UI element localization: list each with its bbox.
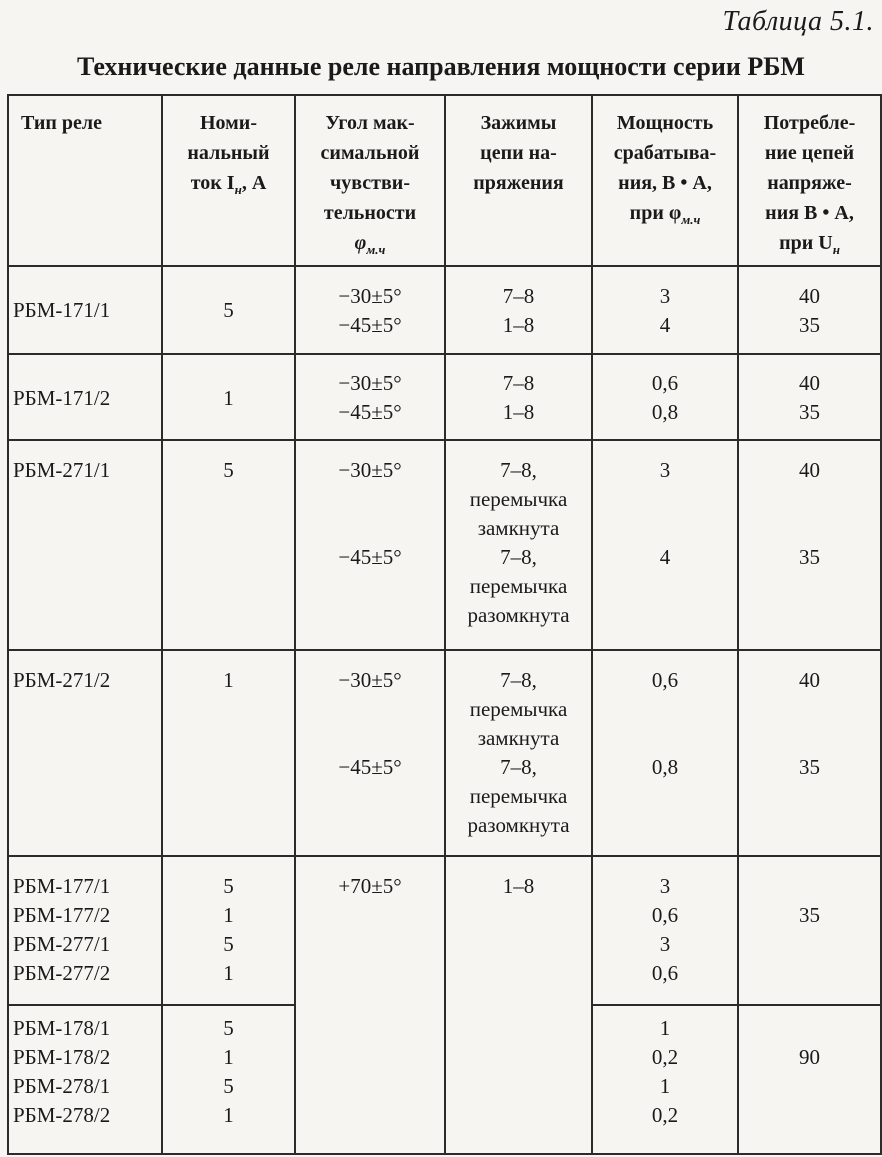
angle-cell: −30±5° −45±5° [295, 266, 445, 354]
table-row [8, 354, 881, 440]
relay-type-cell: РБМ-171/2 [8, 354, 162, 440]
table-row [8, 1005, 881, 1154]
current-cell: 5 [162, 266, 295, 354]
terminals-cell: 7–8 1–8 [445, 354, 592, 440]
header-max-sensitivity-angle: Угол мак- симальной чувстви- тельности $\varphi_{м.ч}$ [295, 95, 445, 266]
angle-cell [295, 1005, 445, 1154]
relay-type-cell: РБМ-271/1 [8, 440, 162, 650]
angle-cell: −30±5° −45±5° [295, 650, 445, 856]
power-cell: 3 4 [592, 266, 738, 354]
table-row [8, 266, 881, 354]
header-rated-current: Номи- нальный ток $I_н$, А [162, 95, 295, 266]
current-cell: 5 1 5 1 [162, 856, 295, 1005]
consumption-cell: 40 35 [738, 354, 881, 440]
consumption-cell: 40 35 [738, 440, 881, 650]
header-row [8, 95, 881, 266]
terminals-cell: 7–8 1–8 [445, 266, 592, 354]
current-cell: 1 [162, 650, 295, 856]
header-voltage-consumption: Потребле- ние цепей напряже- ния В • А, при $U_н$ [738, 95, 881, 266]
table-caption: Таблица 5.1. [722, 6, 874, 37]
relay-type-cell: РБМ-271/2 [8, 650, 162, 856]
angle-cell: +70±5° [295, 856, 445, 1005]
current-cell: 5 [162, 440, 295, 650]
power-cell: 0,6 0,8 [592, 650, 738, 856]
terminals-cell: 7–8, перемычка замкнута 7–8, перемычка разомкнута [445, 440, 592, 650]
current-cell: 5 1 5 1 [162, 1005, 295, 1154]
consumption-cell: 40 35 [738, 266, 881, 354]
table-row [8, 856, 881, 1005]
terminals-cell: 7–8, перемычка замкнута 7–8, перемычка разомкнута [445, 650, 592, 856]
power-cell: 1 0,2 1 0,2 [592, 1005, 738, 1154]
relay-data-table [7, 94, 882, 1155]
power-cell: 3 4 [592, 440, 738, 650]
relay-type-cell: РБМ-171/1 [8, 266, 162, 354]
table-title: Технические данные реле направления мощности серии РБМ [77, 52, 805, 81]
terminals-cell: 1–8 [445, 856, 592, 1005]
angle-cell: −30±5° −45±5° [295, 354, 445, 440]
angle-cell: −30±5° −45±5° [295, 440, 445, 650]
table-row [8, 440, 881, 650]
table-row [8, 650, 881, 856]
consumption-cell: 35 [738, 856, 881, 1005]
header-relay-type: Тип реле [8, 95, 162, 266]
power-cell: 3 0,6 3 0,6 [592, 856, 738, 1005]
relay-type-cell: РБМ-177/1 РБМ-177/2 РБМ-277/1 РБМ-277/2 [8, 856, 162, 1005]
relay-type-cell: РБМ-178/1 РБМ-178/2 РБМ-278/1 РБМ-278/2 [8, 1005, 162, 1154]
consumption-cell: 40 35 [738, 650, 881, 856]
consumption-cell: 90 [738, 1005, 881, 1154]
power-cell: 0,6 0,8 [592, 354, 738, 440]
header-voltage-terminals: Зажимы цепи на- пряжения [445, 95, 592, 266]
terminals-cell [445, 1005, 592, 1154]
current-cell: 1 [162, 354, 295, 440]
header-operating-power: Мощность срабатыва- ния, В • А, при $\varphi_{м.ч}$ [592, 95, 738, 266]
